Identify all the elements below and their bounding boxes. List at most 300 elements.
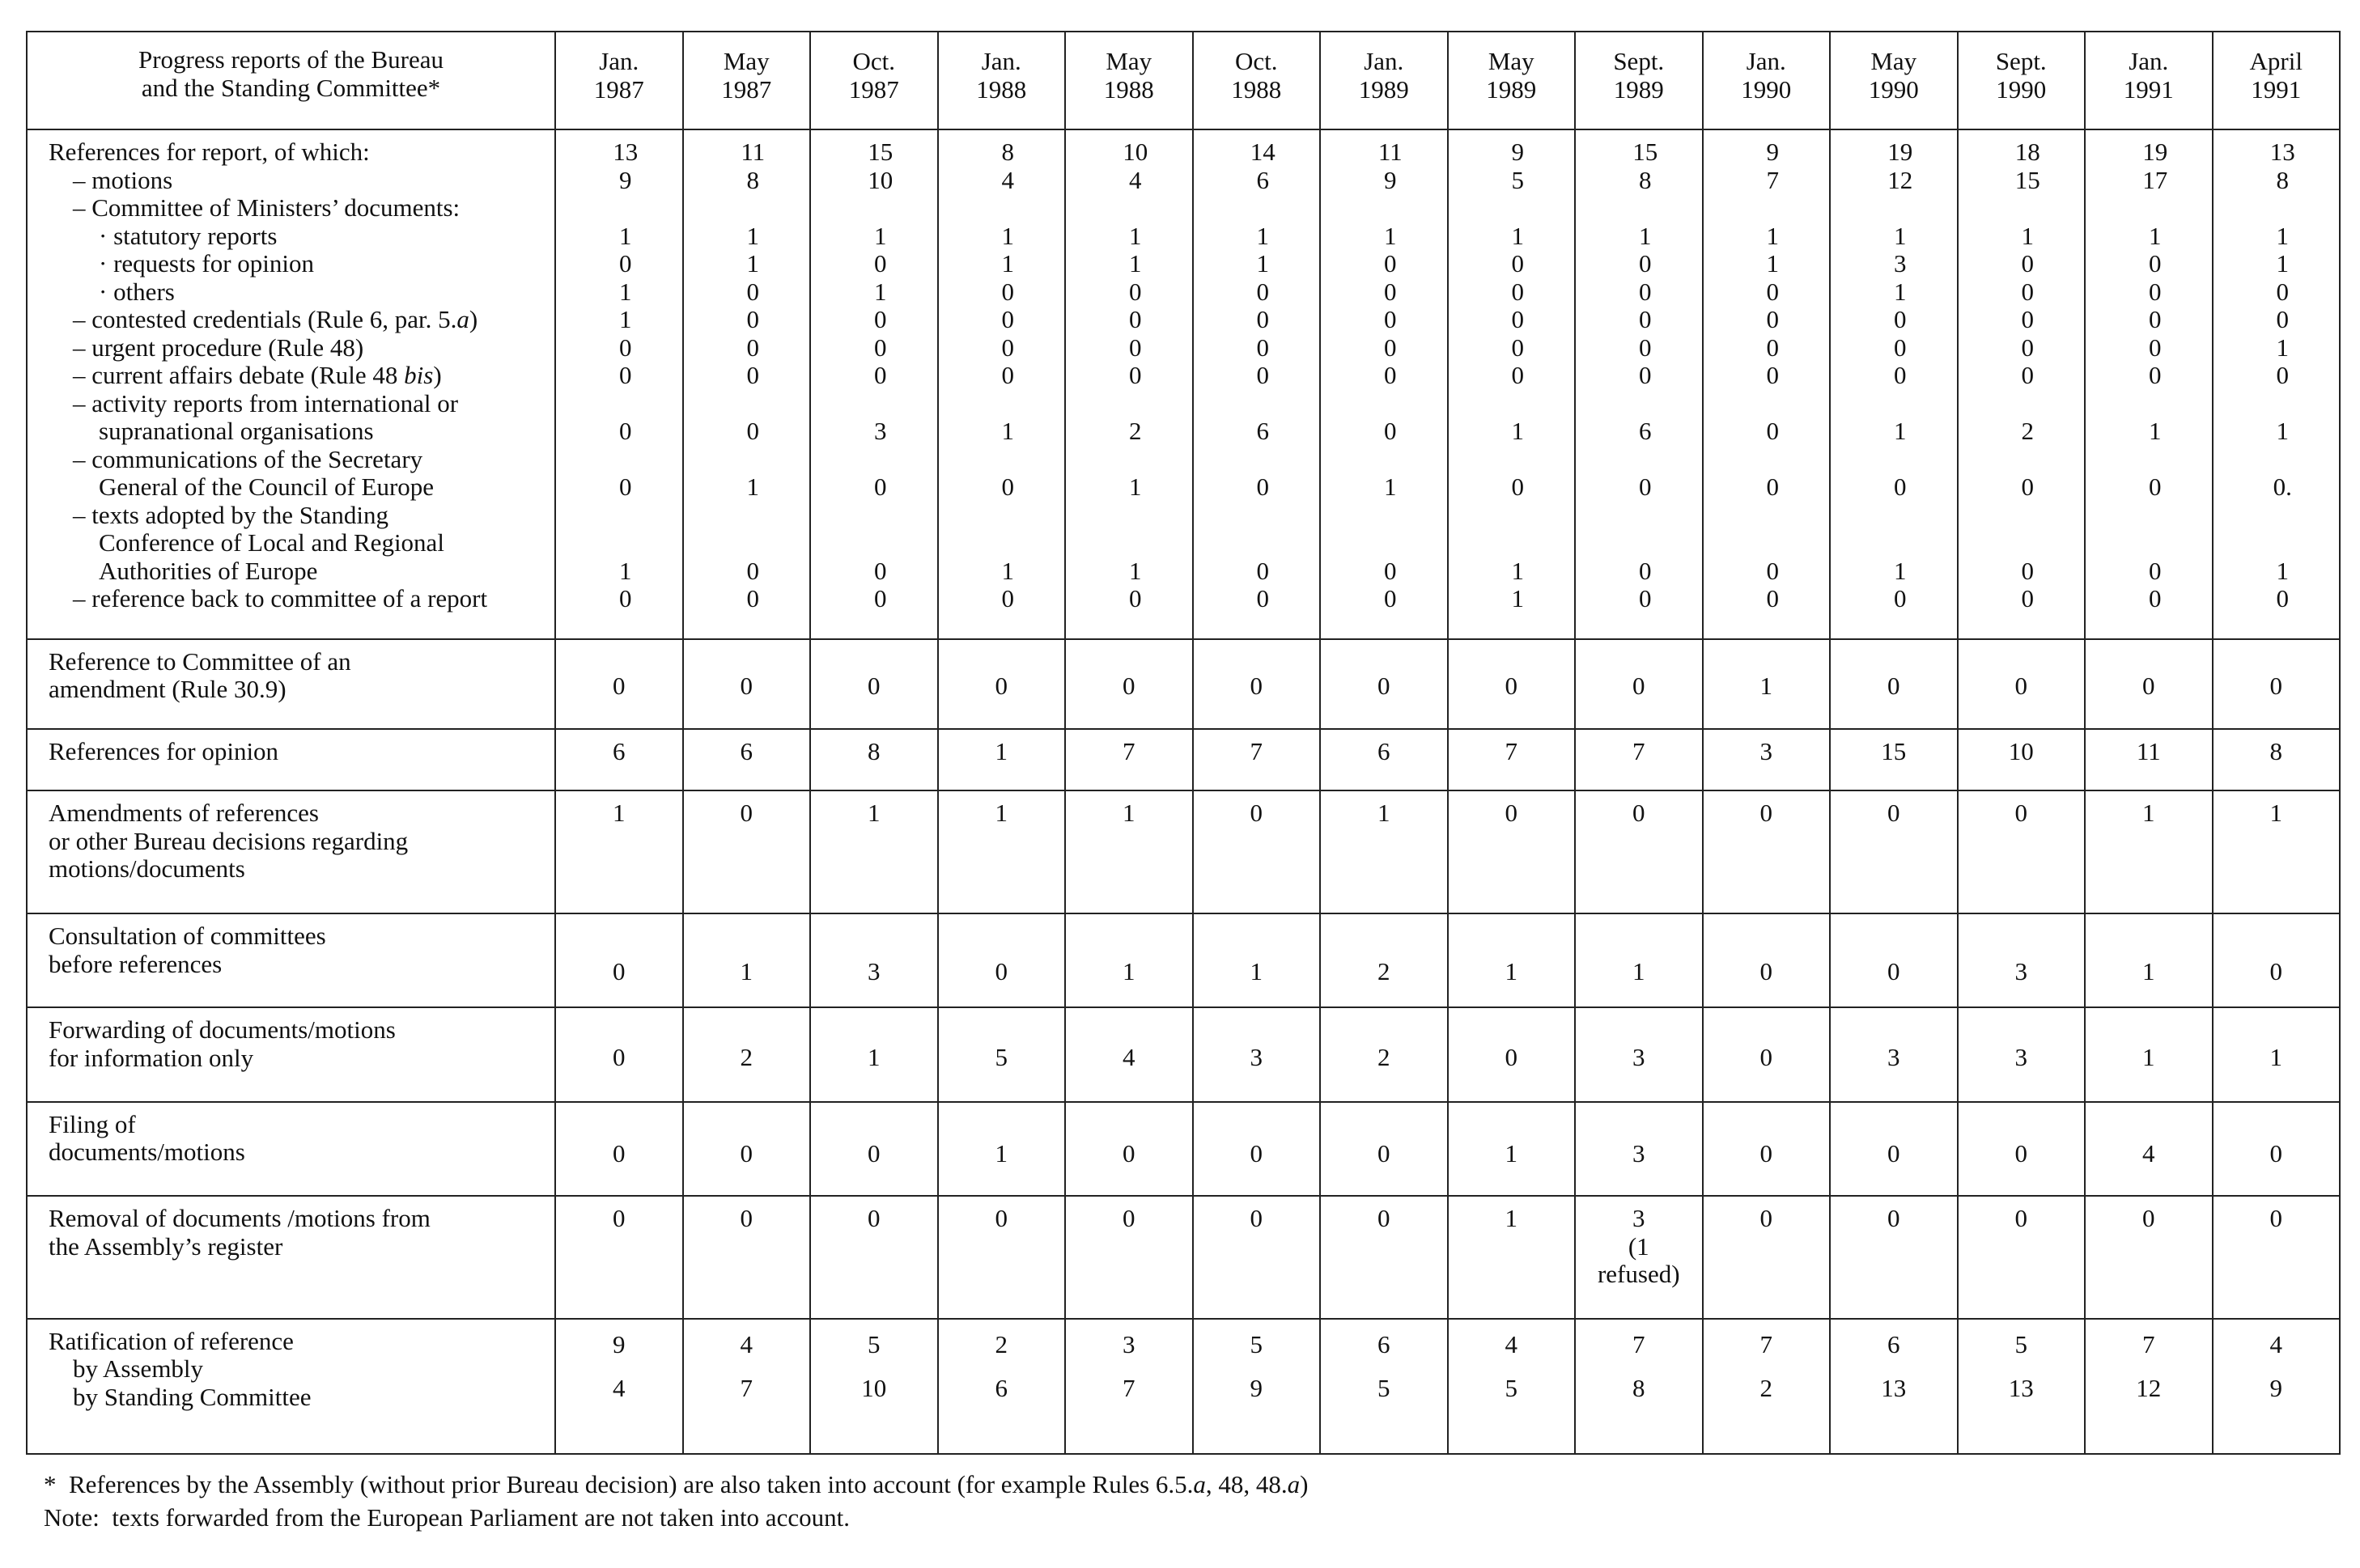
value-reference_back: 0 — [1639, 584, 1652, 613]
references-label-line: References for report, of which: — [49, 138, 370, 167]
value-activity: 0 — [1766, 417, 1779, 446]
references-label-line: – activity reports from international or — [73, 388, 459, 417]
line-spacer — [811, 1358, 937, 1375]
value-activity: 2 — [1129, 417, 1142, 446]
row-value — [555, 729, 683, 790]
line-spacer — [1470, 390, 1567, 418]
refused-note-line: refused) — [1597, 1260, 1680, 1289]
row-value — [1448, 1196, 1576, 1319]
value-motions: 4 — [1129, 165, 1142, 194]
row-value-text: 4 — [1123, 1043, 1135, 1072]
value-statutory: 1 — [1894, 221, 1907, 250]
row-value-text: 0 — [1887, 1204, 1900, 1233]
value-by-standing-committee: 9 — [1250, 1374, 1263, 1403]
value-reference_back: 0 — [874, 584, 887, 613]
value-activity: 1 — [1894, 417, 1907, 446]
row-value-text: 0 — [2142, 671, 2155, 700]
row-value-text: 0 — [868, 1204, 881, 1233]
line-spacer — [684, 1358, 810, 1375]
value-texts: 1 — [1894, 556, 1907, 585]
line-spacer — [1959, 1358, 2085, 1375]
row-label-line: before references — [49, 949, 223, 978]
value-texts: 0 — [1256, 556, 1269, 585]
value-statutory: 1 — [1766, 221, 1779, 250]
value-current: 0 — [1511, 361, 1524, 390]
value-by-assembly: 5 — [868, 1329, 881, 1358]
header-label-line: Progress reports of the Bureau — [138, 45, 444, 74]
column-month: May — [1870, 47, 1917, 75]
row-value — [1065, 729, 1193, 790]
header-label-line: and the Standing Committee* — [141, 73, 441, 102]
value-urgent: 0 — [1384, 333, 1397, 362]
row-label — [27, 1196, 555, 1319]
line-spacer — [1215, 194, 1312, 222]
value-by-standing-committee: 7 — [1123, 1374, 1135, 1403]
row-value-text: 0 — [1377, 671, 1390, 700]
value-texts: 0 — [2149, 556, 2162, 585]
value-urgent: 0 — [746, 333, 759, 362]
references-values — [810, 129, 938, 639]
value-contested: 0 — [1511, 305, 1524, 334]
value-requests: 1 — [1129, 249, 1142, 278]
column-header — [2085, 32, 2213, 129]
value-contested: 0 — [1001, 305, 1014, 334]
row-value-text: 0 — [1377, 1138, 1390, 1168]
value-statutory: 1 — [874, 221, 887, 250]
row-value — [1958, 1319, 2086, 1454]
row-label — [27, 790, 555, 913]
value-by-assembly: 7 — [1759, 1329, 1772, 1358]
row-value-text: 1 — [868, 1043, 881, 1072]
row-value-text: 1 — [2142, 1043, 2155, 1072]
line-spacer — [1852, 194, 1949, 222]
value-motions: 4 — [1001, 165, 1014, 194]
value-statutory: 1 — [1511, 221, 1524, 250]
column-year: 1988 — [1231, 74, 1282, 104]
value-current: 0 — [746, 361, 759, 390]
value-total: 13 — [2269, 138, 2295, 167]
column-month: May — [723, 47, 770, 75]
value-communications: 0. — [2273, 473, 2292, 502]
references-label-line: · others — [99, 277, 175, 306]
row-value-text: 1 — [2269, 1043, 2282, 1072]
line-spacer — [1725, 529, 1822, 557]
value-reference_back: 1 — [1511, 584, 1524, 613]
row-label-line: by Standing Committee — [73, 1382, 312, 1411]
line-spacer — [705, 194, 802, 222]
row-value — [938, 913, 1066, 1007]
row-value — [1830, 1102, 1958, 1196]
line-spacer — [1470, 502, 1567, 530]
row-value-text: 1 — [1759, 671, 1772, 700]
value-others: 0 — [1256, 277, 1269, 306]
value-urgent: 0 — [1766, 333, 1779, 362]
row-value — [810, 1319, 938, 1454]
value-requests: 0 — [2021, 249, 2034, 278]
value-urgent: 0 — [619, 333, 632, 362]
value-requests: 3 — [1894, 249, 1907, 278]
line-spacer — [832, 529, 929, 557]
value-current: 0 — [1766, 361, 1779, 390]
row-value-text: 1 — [1377, 799, 1390, 828]
value-statutory: 1 — [746, 221, 759, 250]
column-year: 1990 — [1996, 74, 2047, 104]
row-value-text: 0 — [1505, 799, 1517, 828]
line-spacer — [577, 502, 674, 530]
row-value — [1958, 729, 2086, 790]
value-urgent: 0 — [1001, 333, 1014, 362]
value-statutory: 1 — [2149, 221, 2162, 250]
value-by-assembly: 4 — [740, 1329, 753, 1358]
value-requests: 1 — [1256, 249, 1269, 278]
value-motions: 12 — [1887, 165, 1913, 194]
row-value-text: 1 — [2269, 799, 2282, 828]
value-current: 0 — [2276, 361, 2289, 390]
header-label — [27, 32, 555, 129]
value-by-standing-committee: 10 — [861, 1374, 887, 1403]
row-value-text: 3 — [2014, 957, 2027, 985]
row-value — [683, 913, 811, 1007]
row-value-text: 8 — [2269, 737, 2282, 766]
row-value-text: 1 — [740, 957, 753, 985]
row-value — [683, 790, 811, 913]
value-by-assembly: 6 — [1887, 1329, 1900, 1358]
row-value-text: 1 — [1505, 1138, 1517, 1168]
value-urgent: 1 — [2276, 333, 2289, 362]
line-spacer — [577, 390, 674, 418]
line-spacer — [2107, 502, 2204, 530]
value-others: 0 — [1511, 277, 1524, 306]
row-value — [1575, 1196, 1703, 1319]
row-value — [1958, 913, 2086, 1007]
value-by-assembly: 2 — [995, 1329, 1008, 1358]
row-value — [1320, 790, 1448, 913]
line-spacer — [1725, 502, 1822, 530]
value-total: 15 — [1632, 138, 1658, 167]
value-requests: 0 — [1384, 249, 1397, 278]
value-others: 1 — [619, 277, 632, 306]
row-value-text: 0 — [2269, 1204, 2282, 1233]
value-texts: 0 — [2021, 556, 2034, 585]
value-requests: 0 — [874, 249, 887, 278]
progress-reports-table — [26, 31, 2341, 1455]
row-value — [1830, 639, 1958, 729]
row-label — [27, 639, 555, 729]
value-urgent: 0 — [1894, 333, 1907, 362]
row-value — [1193, 1007, 1321, 1101]
row-value — [2085, 790, 2213, 913]
row-value-text: 0 — [1250, 799, 1263, 828]
value-communications: 0 — [619, 473, 632, 502]
column-year: 1991 — [2123, 74, 2174, 104]
value-communications: 0 — [2149, 473, 2162, 502]
value-contested: 0 — [1256, 305, 1269, 334]
value-statutory: 1 — [1129, 221, 1142, 250]
line-spacer — [2235, 446, 2332, 474]
row-value-text: 0 — [1632, 799, 1645, 828]
row-value — [1448, 1007, 1576, 1101]
value-reference_back: 0 — [2276, 584, 2289, 613]
value-motions: 5 — [1511, 165, 1524, 194]
row-value-text: 0 — [1759, 1138, 1772, 1168]
line-spacer — [2235, 529, 2332, 557]
row-value — [2213, 639, 2341, 729]
row-value-text: 7 — [1123, 737, 1135, 766]
value-others: 0 — [746, 277, 759, 306]
row-value — [1958, 790, 2086, 913]
line-spacer — [1725, 194, 1822, 222]
references-label-line: Conference of Local and Regional — [99, 528, 444, 557]
value-others: 0 — [1639, 277, 1652, 306]
row-value — [1065, 790, 1193, 913]
row-value — [1065, 913, 1193, 1007]
row-value-text: 0 — [740, 671, 753, 700]
row-value — [1193, 639, 1321, 729]
row-value-text: 0 — [1250, 671, 1263, 700]
value-reference_back: 0 — [2149, 584, 2162, 613]
value-others: 1 — [1894, 277, 1907, 306]
value-urgent: 0 — [1256, 333, 1269, 362]
value-urgent: 0 — [2021, 333, 2034, 362]
line-spacer — [1597, 446, 1694, 474]
line-spacer — [960, 529, 1057, 557]
row-value — [1703, 639, 1831, 729]
column-year: 1989 — [1358, 74, 1409, 104]
footnote-star: * References by the Assembly (without prior Bureau decision) are also taken into account (for example Rules 6.5.a, 48, 48.a) — [44, 1470, 1309, 1498]
value-urgent: 0 — [1129, 333, 1142, 362]
value-statutory: 1 — [2021, 221, 2034, 250]
row-value — [555, 639, 683, 729]
value-total: 9 — [1511, 138, 1524, 167]
row-value — [1320, 913, 1448, 1007]
row-label — [27, 913, 555, 1007]
line-spacer — [1087, 446, 1184, 474]
line-spacer — [1066, 1358, 1192, 1375]
row-value-text: 7 — [1505, 737, 1517, 766]
row-value — [1065, 639, 1193, 729]
row-value — [2213, 790, 2341, 913]
row-value — [1448, 913, 1576, 1007]
column-month: Oct. — [1234, 47, 1278, 75]
value-communications: 0 — [2021, 473, 2034, 502]
row-value — [2085, 1196, 2213, 1319]
row-value — [2213, 729, 2341, 790]
value-communications: 0 — [874, 473, 887, 502]
value-communications: 1 — [746, 473, 759, 502]
value-by-assembly: 7 — [1632, 1329, 1645, 1358]
value-total: 13 — [613, 138, 639, 167]
value-others: 0 — [2149, 277, 2162, 306]
row-value — [1575, 729, 1703, 790]
row-value-text: 1 — [1123, 799, 1135, 828]
column-year: 1990 — [1741, 74, 1792, 104]
references-label-line: – texts adopted by the Standing — [73, 500, 389, 529]
value-by-standing-committee: 6 — [995, 1374, 1008, 1403]
row-value — [810, 1007, 938, 1101]
row-label-line: the Assembly’s register — [49, 1231, 283, 1261]
column-year: 1989 — [1486, 74, 1537, 104]
row-value — [810, 1196, 938, 1319]
row-label-line: documents/motions — [49, 1138, 245, 1167]
ratification-row — [27, 1319, 2340, 1454]
references-values — [683, 129, 811, 639]
column-month: Jan. — [599, 47, 639, 75]
row-value-text: 5 — [995, 1043, 1008, 1072]
value-motions: 9 — [619, 165, 632, 194]
row-value — [2213, 913, 2341, 1007]
value-by-assembly: 6 — [1377, 1329, 1390, 1358]
value-total: 8 — [1001, 138, 1014, 167]
column-month: Oct. — [852, 47, 895, 75]
row-label-line: Removal of documents /motions from — [49, 1204, 431, 1233]
row-value — [2085, 913, 2213, 1007]
value-statutory: 1 — [2276, 221, 2289, 250]
row-value-text: 1 — [1123, 957, 1135, 985]
column-month: May — [1106, 47, 1152, 75]
row-value-text: 0 — [1123, 1204, 1135, 1233]
line-spacer — [2235, 390, 2332, 418]
row-value — [1575, 1102, 1703, 1196]
row-value-text: 0 — [1759, 1204, 1772, 1233]
column-header — [1193, 32, 1321, 129]
references-values — [1575, 129, 1703, 639]
row-value-text: 0 — [1250, 1138, 1263, 1168]
row-value — [1193, 729, 1321, 790]
row-value — [1830, 1007, 1958, 1101]
value-texts: 0 — [874, 556, 887, 585]
row-value-text: 0 — [1887, 799, 1900, 828]
value-others: 0 — [1766, 277, 1779, 306]
row-value — [1448, 790, 1576, 913]
references-values — [1320, 129, 1448, 639]
column-month: Sept. — [1613, 47, 1665, 75]
line-spacer — [2235, 194, 2332, 222]
value-current: 0 — [1894, 361, 1907, 390]
row-value — [1320, 639, 1448, 729]
value-communications: 1 — [1384, 473, 1397, 502]
value-texts: 1 — [1001, 556, 1014, 585]
row-label — [27, 1007, 555, 1101]
value-others: 0 — [1001, 277, 1014, 306]
row-value-text: 1 — [1250, 957, 1263, 985]
value-communications: 1 — [1129, 473, 1142, 502]
value-total: 19 — [1887, 138, 1913, 167]
row-value-text: 2 — [1377, 957, 1390, 985]
column-header — [1448, 32, 1576, 129]
column-header — [555, 32, 683, 129]
line-spacer — [705, 502, 802, 530]
row-value — [1193, 790, 1321, 913]
line-spacer — [1852, 446, 1949, 474]
row-value-text: 0 — [1123, 1138, 1135, 1168]
row-value — [2085, 1319, 2213, 1454]
value-total: 11 — [741, 138, 766, 167]
value-texts: 1 — [1511, 556, 1524, 585]
row-label-line: Forwarding of documents/motions — [49, 1015, 396, 1045]
column-header — [1320, 32, 1448, 129]
value-reference_back: 0 — [2021, 584, 2034, 613]
row-value-text: 0 — [613, 1204, 626, 1233]
line-spacer — [1470, 446, 1567, 474]
column-month: May — [1488, 47, 1534, 75]
row-value — [1575, 1319, 1703, 1454]
line-spacer — [1980, 194, 2077, 222]
references-values — [555, 129, 683, 639]
line-spacer — [1342, 194, 1439, 222]
value-motions: 17 — [2142, 165, 2168, 194]
row-value — [1193, 1196, 1321, 1319]
value-texts: 1 — [1129, 556, 1142, 585]
value-texts: 0 — [1384, 556, 1397, 585]
row-value — [555, 1007, 683, 1101]
row-value-text: 0 — [613, 957, 626, 985]
value-motions: 6 — [1256, 165, 1269, 194]
column-header — [1065, 32, 1193, 129]
row-value-text: 7 — [1250, 737, 1263, 766]
line-spacer — [960, 390, 1057, 418]
row-label-line: amendment (Rule 30.9) — [49, 675, 287, 704]
row-value-text: 0 — [1887, 957, 1900, 985]
row-label-line: or other Bureau decisions regarding — [49, 826, 409, 855]
filing-row — [27, 1102, 2340, 1196]
row-value-text: 3 — [1632, 1204, 1645, 1233]
value-communications: 0 — [1766, 473, 1779, 502]
value-contested: 0 — [2021, 305, 2034, 334]
value-current: 0 — [2149, 361, 2162, 390]
row-value — [938, 1196, 1066, 1319]
line-spacer — [1087, 390, 1184, 418]
row-value-text: 8 — [868, 737, 881, 766]
value-contested: 0 — [746, 305, 759, 334]
value-activity: 2 — [2021, 417, 2034, 446]
references-values — [1193, 129, 1321, 639]
line-spacer — [1576, 1358, 1702, 1375]
line-spacer — [1342, 529, 1439, 557]
column-month: Jan. — [2129, 47, 2169, 75]
value-requests: 0 — [2149, 249, 2162, 278]
row-value-text: 0 — [1123, 671, 1135, 700]
column-header — [1703, 32, 1831, 129]
references-label-line: – communications of the Secretary — [73, 444, 423, 473]
value-by-assembly: 5 — [2014, 1329, 2027, 1358]
line-spacer — [1470, 529, 1567, 557]
value-others: 0 — [2021, 277, 2034, 306]
row-value — [1193, 1102, 1321, 1196]
row-label-line: Ratification of reference — [49, 1326, 294, 1355]
value-by-standing-committee: 5 — [1505, 1374, 1517, 1403]
value-by-standing-committee: 4 — [613, 1374, 626, 1403]
value-contested: 0 — [1384, 305, 1397, 334]
value-reference_back: 0 — [1766, 584, 1779, 613]
value-activity: 1 — [1511, 417, 1524, 446]
row-value — [938, 1102, 1066, 1196]
row-value — [683, 1102, 811, 1196]
row-value — [1575, 1007, 1703, 1101]
row-value-text: 0 — [1250, 1204, 1263, 1233]
line-spacer — [1597, 390, 1694, 418]
row-value — [1065, 1319, 1193, 1454]
value-reference_back: 0 — [1001, 584, 1014, 613]
row-value — [1703, 1102, 1831, 1196]
value-reference_back: 0 — [1894, 584, 1907, 613]
references-values — [938, 129, 1066, 639]
line-spacer — [2107, 390, 2204, 418]
column-header — [1958, 32, 2086, 129]
line-spacer — [705, 529, 802, 557]
row-value-text: 10 — [2008, 737, 2034, 766]
line-spacer — [832, 502, 929, 530]
row-value-text: 0 — [995, 957, 1008, 985]
